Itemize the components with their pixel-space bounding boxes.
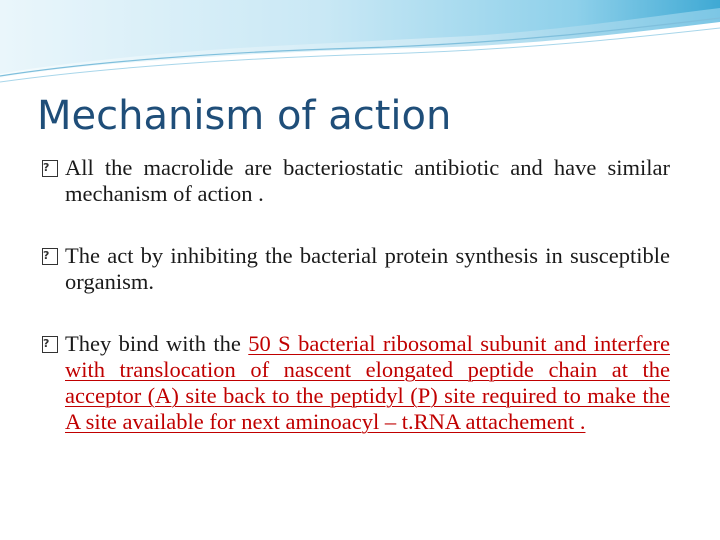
bullet-item-3 <box>42 331 670 435</box>
bullet-text-3-highlight: 50 S bacterial ribosomal subunit and interfere with translocation of nascent elongated peptide chain at the acceptor (A) site back to the peptidyl (P) site required to make the A site available for next aminoacyl – t.RNA attachement . <box>65 331 670 434</box>
bullet-text-3-prefix: They bind with the <box>65 331 249 356</box>
bullet-marker-icon: ? <box>42 160 58 177</box>
bullet-text-1: All the macrolide are bacteriostatic antibiotic and have similar mechanism of action . <box>65 155 670 206</box>
header-wave-decoration <box>0 0 720 90</box>
bullet-item-1 <box>42 155 670 207</box>
bullet-item-2 <box>42 243 670 295</box>
bullet-marker-icon: ? <box>42 248 58 265</box>
slide-title: Mechanism of action <box>37 93 452 139</box>
bullet-list <box>42 155 670 435</box>
bullet-marker-icon: ? <box>42 336 58 353</box>
bullet-text-2: The act by inhibiting the bacterial protein synthesis in susceptible organism. <box>65 243 670 294</box>
